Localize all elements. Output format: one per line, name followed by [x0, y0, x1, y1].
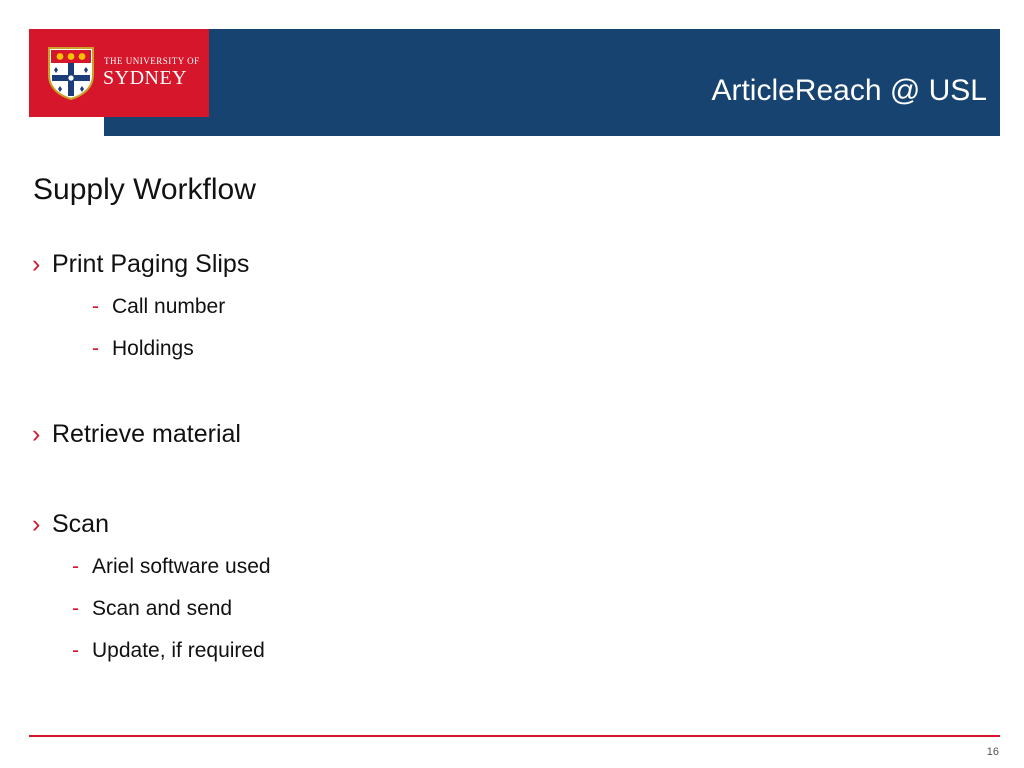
chevron-right-icon: › [32, 510, 41, 538]
dash-icon: - [72, 555, 79, 578]
logo-sydney: SYDNEY [103, 67, 188, 89]
slide-title: Supply Workflow [33, 173, 256, 206]
logo-university-of: THE UNIVERSITY OF [104, 56, 200, 66]
sub-label: Update, if required [92, 639, 265, 662]
sub-item [92, 295, 225, 319]
sub-item [92, 337, 194, 361]
bullet-label: Print Paging Slips [52, 250, 250, 278]
chevron-right-icon: › [32, 420, 41, 448]
dash-icon: - [72, 597, 79, 620]
deck-title: ArticleReach @ USL [711, 74, 987, 107]
chevron-right-icon: › [32, 250, 41, 278]
sub-item [72, 597, 232, 621]
sub-label: Scan and send [92, 597, 233, 620]
crest-icon [46, 45, 96, 101]
dash-icon: - [72, 639, 79, 662]
sub-item [72, 639, 265, 663]
page-number: 16 [986, 746, 999, 758]
sub-item [72, 555, 271, 579]
bullet-item [32, 250, 249, 279]
footer-divider [29, 735, 1000, 737]
bullet-item [32, 420, 241, 449]
university-logo [29, 29, 209, 117]
sub-label: Holdings [112, 337, 194, 360]
dash-icon: - [92, 337, 99, 360]
bullet-item [32, 510, 109, 539]
sub-label: Call number [112, 295, 226, 318]
bullet-label: Scan [52, 510, 109, 538]
bullet-label: Retrieve material [52, 420, 241, 448]
sub-label: Ariel software used [92, 555, 271, 578]
dash-icon: - [92, 295, 99, 318]
